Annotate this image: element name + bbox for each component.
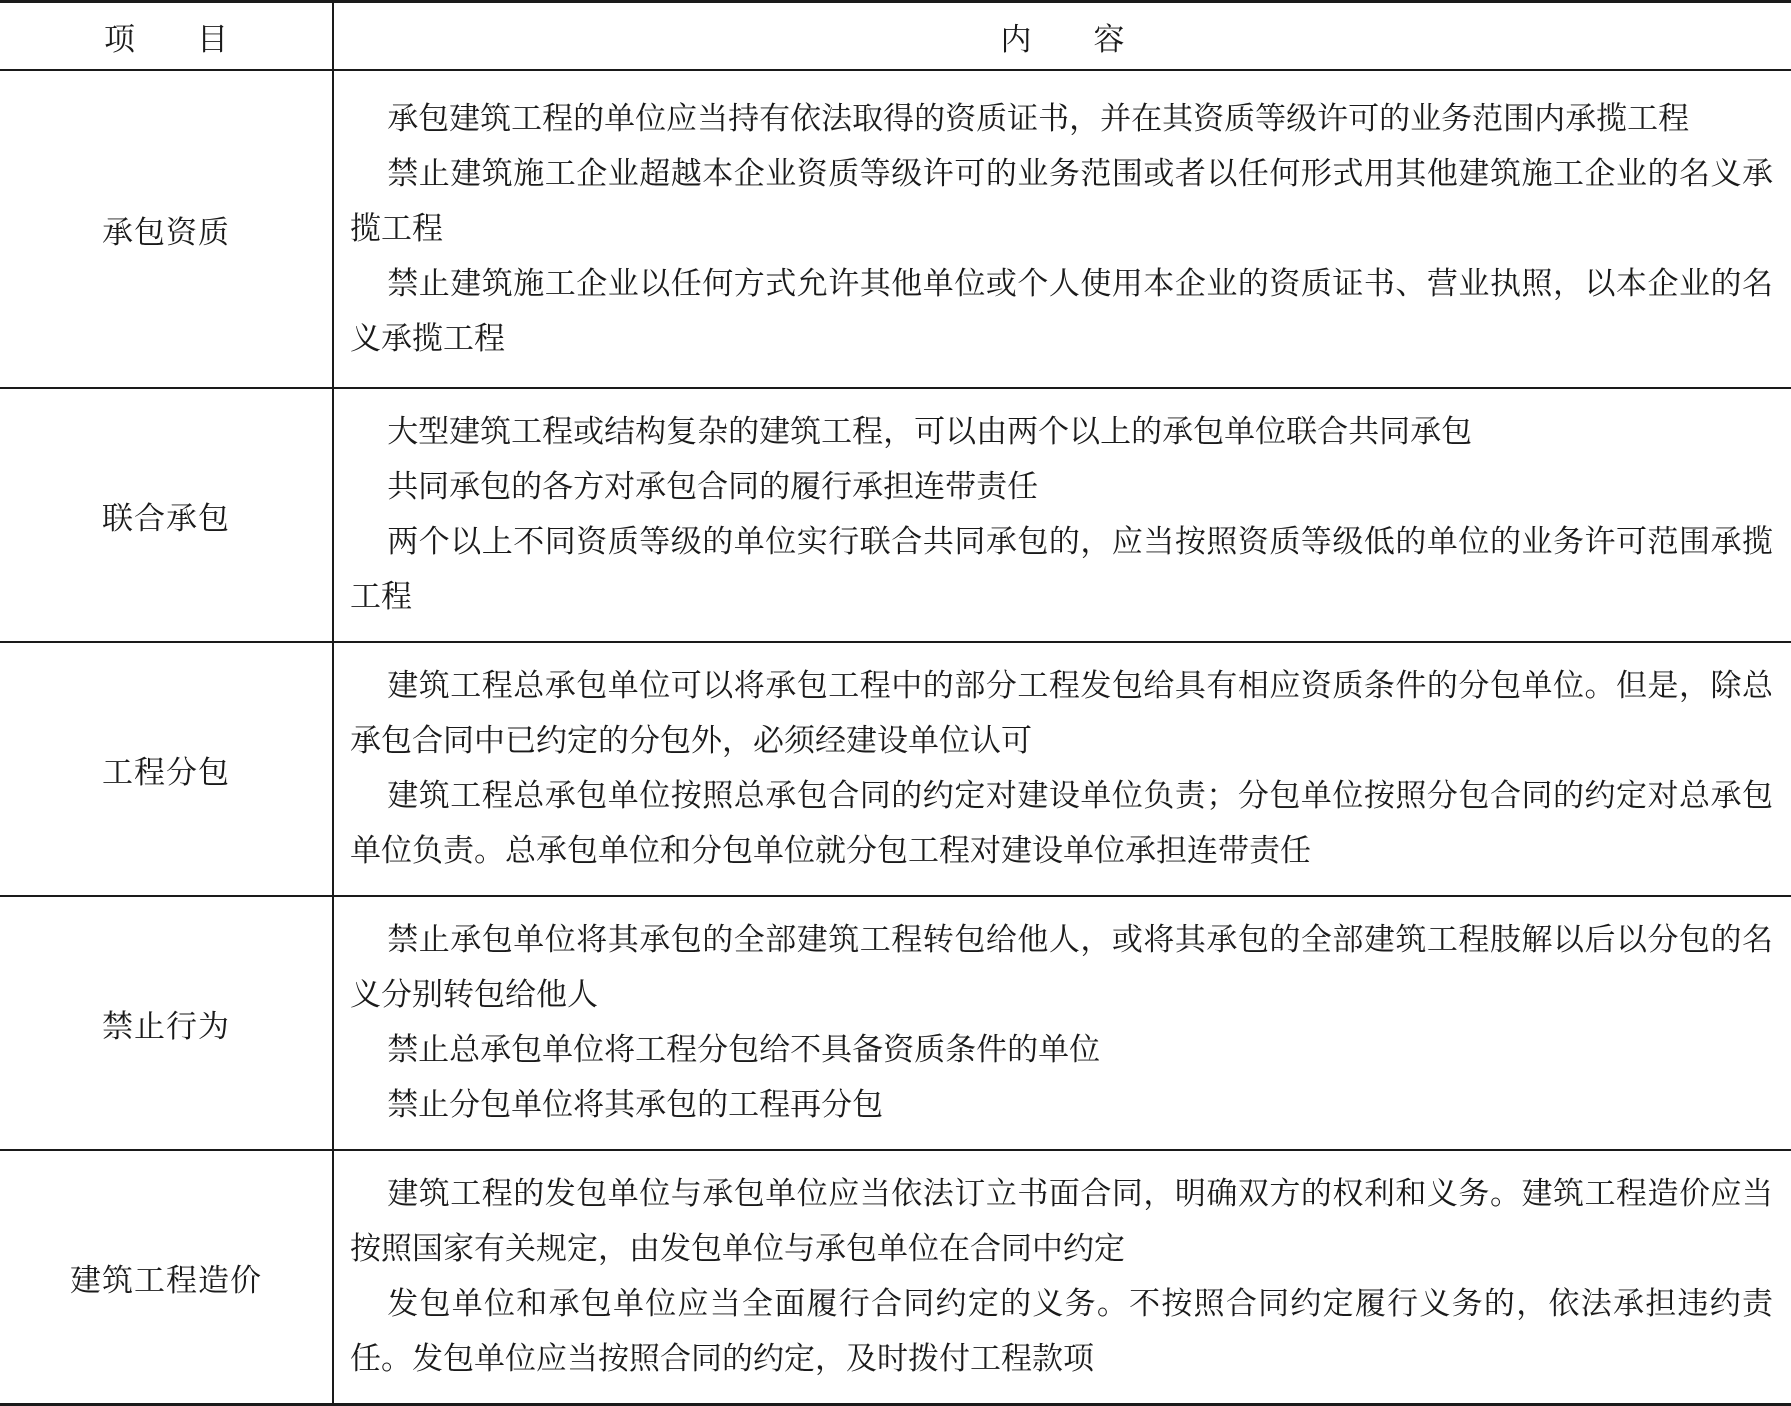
- header-item: [0, 2, 333, 71]
- table-row: [0, 70, 1791, 388]
- row-item-label: 工程分包: [102, 754, 230, 791]
- row-item-cell: [0, 388, 333, 642]
- content-paragraph: 建筑工程的发包单位与承包单位应当依法订立书面合同，明确双方的权利和义务。建筑工程造价应当按照国家有关规定，由发包单位与承包单位在合同中约定: [350, 1176, 1773, 1267]
- row-content-cell: [333, 388, 1791, 642]
- row-item-label: 联合承包: [102, 500, 230, 537]
- header-content: [333, 2, 1791, 71]
- content-paragraph: 禁止建筑施工企业超越本企业资质等级许可的业务范围或者以任何形式用其他建筑施工企业的名义承揽工程: [350, 155, 1773, 247]
- content-paragraph: 承包建筑工程的单位应当持有依法取得的资质证书，并在其资质等级许可的业务范围内承揽工程: [387, 100, 1690, 137]
- row-item-label: 建筑工程造价: [70, 1262, 262, 1299]
- row-content-cell: [333, 1150, 1791, 1405]
- row-item-cell: [0, 70, 333, 388]
- row-item-label: 禁止行为: [102, 1008, 230, 1045]
- row-item-cell: [0, 642, 333, 896]
- header-item-label: 项 目: [104, 21, 228, 58]
- row-item-cell: [0, 1150, 333, 1405]
- content-paragraph: 禁止承包单位将其承包的全部建筑工程转包给他人，或将其承包的全部建筑工程肢解以后以分包的名义分别转包给他人: [350, 922, 1773, 1013]
- content-paragraph: 建筑工程总承包单位可以将承包工程中的部分工程发包给具有相应资质条件的分包单位。但是，除总承包合同中已约定的分包外，必须经建设单位认可: [350, 668, 1773, 759]
- content-paragraph: 禁止分包单位将其承包的工程再分包: [387, 1087, 884, 1123]
- content-paragraph: 禁止建筑施工企业以任何方式允许其他单位或个人使用本企业的资质证书、营业执照，以本企业的名义承揽工程: [350, 265, 1773, 357]
- row-item-label: 承包资质: [102, 214, 230, 251]
- content-paragraph: 大型建筑工程或结构复杂的建筑工程，可以由两个以上的承包单位联合共同承包: [387, 414, 1473, 450]
- header-content-label: 内 容: [1000, 21, 1125, 58]
- content-paragraph: 禁止总承包单位将工程分包给不具备资质条件的单位: [387, 1032, 1101, 1068]
- row-content-cell: [333, 642, 1791, 896]
- table-row: [0, 896, 1791, 1150]
- table-row: [0, 1150, 1791, 1405]
- table-row: [0, 388, 1791, 642]
- content-paragraph: 发包单位和承包单位应当全面履行合同约定的义务。不按照合同约定履行义务的，依法承担违约责任。发包单位应当按照合同的约定，及时拨付工程款项: [350, 1286, 1773, 1377]
- row-item-cell: [0, 896, 333, 1150]
- row-content-cell: [333, 70, 1791, 388]
- row-content-cell: [333, 896, 1791, 1150]
- content-paragraph: 共同承包的各方对承包合同的履行承担连带责任: [387, 469, 1039, 505]
- content-paragraph: 两个以上不同资质等级的单位实行联合共同承包的，应当按照资质等级低的单位的业务许可范围承揽工程: [350, 524, 1773, 615]
- content-paragraph: 建筑工程总承包单位按照总承包合同的约定对建设单位负责；分包单位按照分包合同的约定对总承包单位负责。总承包单位和分包单位就分包工程对建设单位承担连带责任: [350, 778, 1773, 869]
- header-row: [0, 2, 1791, 71]
- table-row: [0, 642, 1791, 896]
